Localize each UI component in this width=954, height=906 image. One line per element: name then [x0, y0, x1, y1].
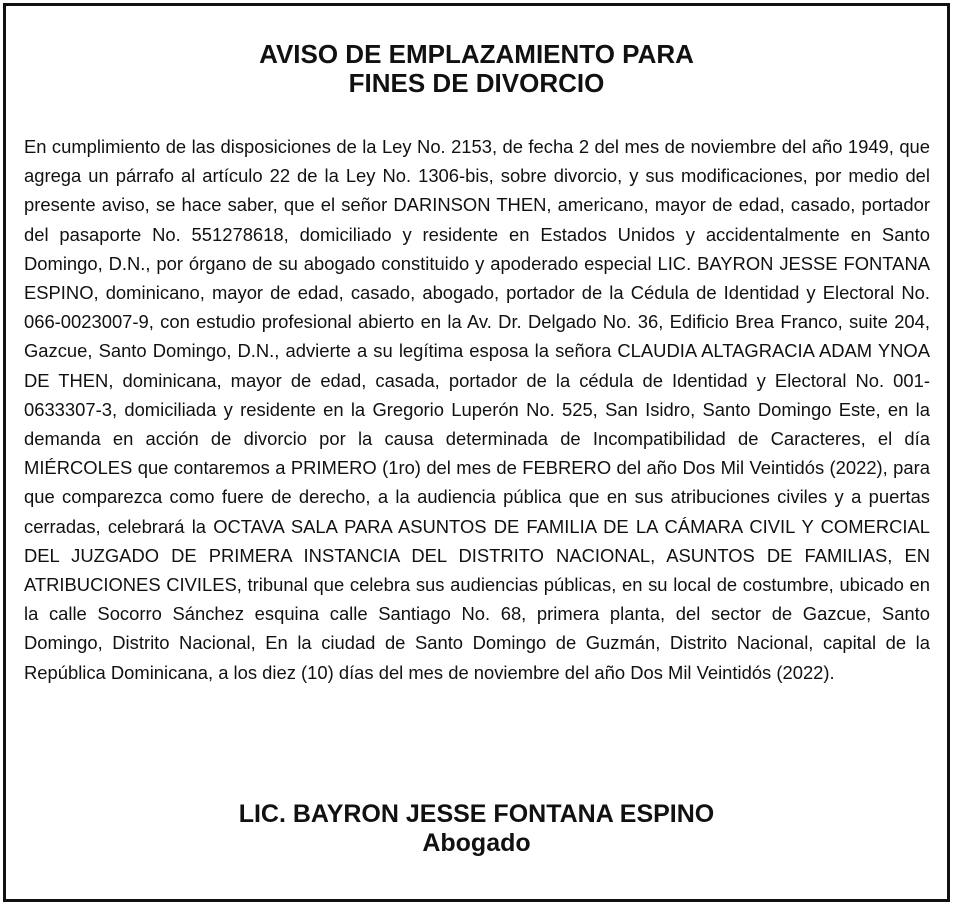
signature-role: Abogado — [422, 829, 531, 857]
title-line-2: FINES DE DIVORCIO — [348, 68, 605, 98]
notice-body: En cumplimiento de las disposiciones de la Ley No. 2153, de fecha 2 del mes de noviembre del año 1949, que agrega un párrafo al artículo 22 de la Ley No. 1306-bis, sobre divorcio, y sus modificaciones, por medio del presente aviso, se hace saber, que el señor DARINSON THEN, americano, mayor de edad, casado, portador del pasaporte No. 551278618, domiciliado y residente en Estados Unidos y accidentalmente en Santo Domingo, D.N., por órgano de su abogado constituido y apoderado especial LIC. BAYRON JESSE FONTANA ESPINO, dominicano, mayor de edad, casado, abogado, portador de la Cédula de Identidad y Electoral No. 066-0023007-9, con estudio profesional abierto en la Av. Dr. Delgado No. 36, Edificio Brea Franco, suite 204, Gazcue, Santo Domingo, D.N., advierte a su legítima esposa la señora CLAUDIA ALTAGRACIA ADAM YNOA DE THEN, dominicana, mayor de edad, casada, portador de la cédula de Identidad y Electoral No. 001-0633307-3, domiciliada y residente en la Gregorio Luperón No. 525, San Isidro, Santo Domingo Este, en la demanda en acción de divorcio por la causa determinada de Incompatibilidad de Caracteres, el día MIÉRCOLES que contaremos a PRIMERO (1ro) del mes de FEBRERO del año Dos Mil Veintidós (2022), para que comparezca como fuere de derecho, a la audiencia pública que en sus atribuciones civiles y a puertas cerradas, celebrará la OCTAVA SALA PARA ASUNTOS DE FAMILIA DE LA CÁMARA CIVIL Y COMERCIAL DEL JUZGADO DE PRIMERA INSTANCIA DEL DISTRITO NACIONAL, ASUNTOS DE FAMILIAS, EN ATRIBUCIONES CIVILES, tribunal que celebra sus audiencias públicas, en su local de costumbre, ubicado en la calle Socorro Sánchez esquina calle Santiago No. 68, primera planta, del sector de Gazcue, Santo Domingo, Distrito Nacional, En la ciudad de Santo Domingo de Guzmán, Distrito Nacional, capital de la República Dominicana, a los diez (10) días del mes de noviembre del año Dos Mil Veintidós (2022). — [24, 136, 930, 683]
notice-title — [6, 40, 947, 98]
signature-block — [6, 800, 947, 858]
signature-name: LIC. BAYRON JESSE FONTANA ESPINO — [238, 800, 715, 828]
title-line-1: AVISO DE EMPLAZAMIENTO PARA — [259, 39, 694, 69]
notice-frame — [3, 3, 950, 902]
